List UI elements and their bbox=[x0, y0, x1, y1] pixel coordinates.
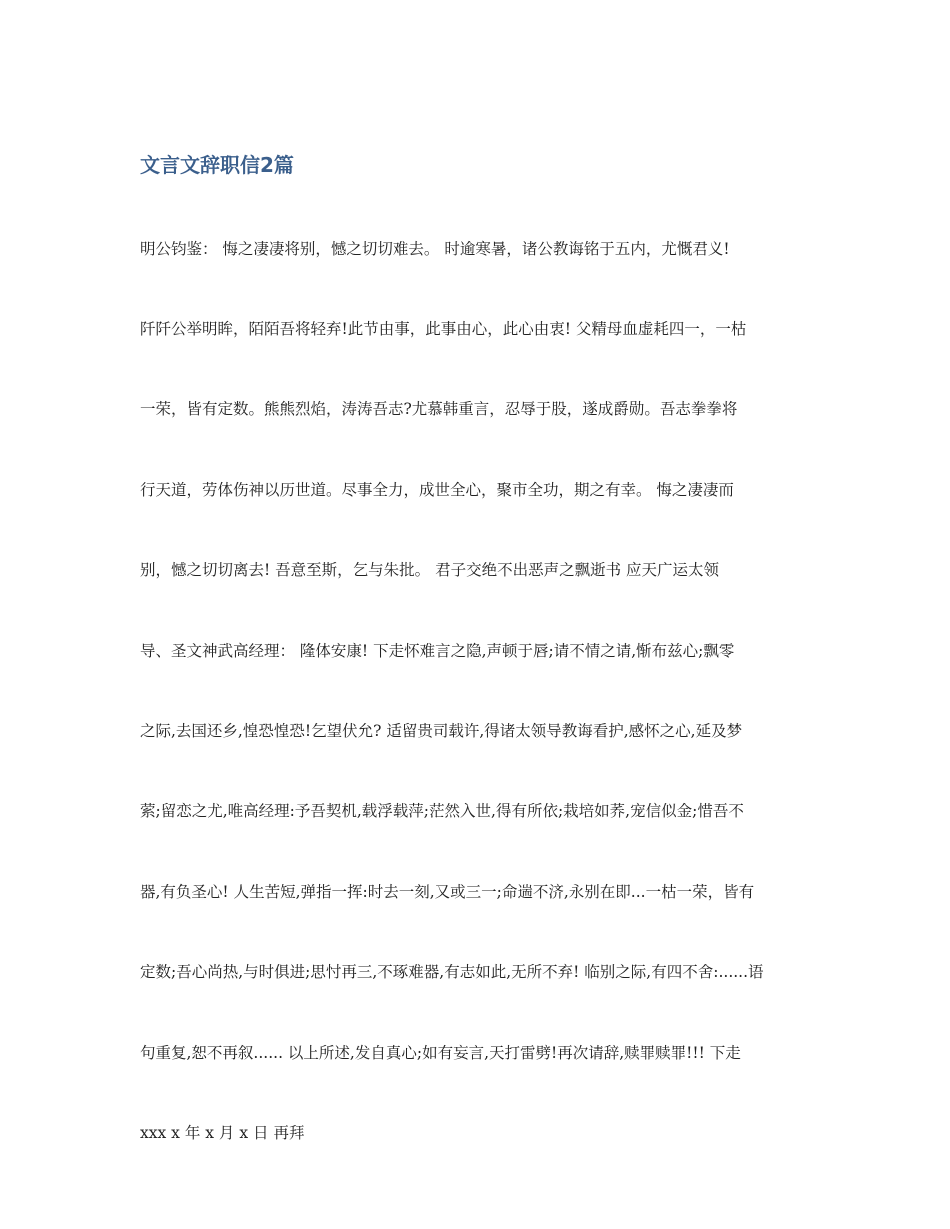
document-body bbox=[140, 182, 812, 1200]
body-line: 导、圣文神武高经理： 隆体安康! 下走怀难言之隐,声顿于唇;请不情之请,惭布兹心;飘零 bbox=[140, 641, 735, 660]
body-line: 一荣，皆有定数。熊熊烈焰，涛涛吾志?尤慕韩重言，忍辱于股，遂成爵勋。吾志拳拳将 bbox=[140, 400, 738, 419]
body-line: 之际,去国还乡,惶恐惶恐!乞望伏允? 适留贵司载许,得诸太领导教诲看护,感怀之心,延及梦 bbox=[140, 721, 743, 740]
body-line: 阡阡公举明眸，陌陌吾将轻弃!此节由事，此事由心，此心由衷! 父精母血虚耗四一，一枯 bbox=[140, 319, 747, 338]
body-line: 萦;留恋之尤,唯高经理:予吾契机,载浮载萍;茫然入世,得有所依;栽培如荞,宠信似金;惜吾不 bbox=[140, 802, 744, 821]
body-line: 定数;吾心尚热,与时俱进;思忖再三,不琢难器,有志如此,无所不弃! 临别之际,有四不舍:......语 bbox=[140, 963, 764, 982]
body-line: 句重复,恕不再叙...... 以上所述,发自真心;如有妄言,天打雷劈!再次请辞,赎罪赎罪!!! 下走 bbox=[140, 1043, 741, 1062]
signature-line: xxx x 年 x 月 x 日 再拜 bbox=[140, 1123, 305, 1142]
document-title: 文言文辞职信2篇 bbox=[140, 153, 294, 177]
body-line: 明公钧鉴： 悔之凄凄将别，憾之切切难去。 时逾寒暑，诸公教诲铭于五内，尤慨君义! bbox=[140, 239, 730, 258]
body-line: 行天道，劳体伤神以历世道。尽事全力，成世全心，聚市全功，期之有幸。 悔之凄凄而 bbox=[140, 480, 734, 499]
body-line: 器,有负圣心! 人生苦短,弹指一挥:时去一刻,又或三一;命遄不济,永别在即...一枯一荣，皆有 bbox=[140, 882, 755, 901]
body-line: 别，憾之切切离去! 吾意至斯，乞与朱批。 君子交绝不出恶声之飘逝书 应天广运太领 bbox=[140, 561, 720, 580]
